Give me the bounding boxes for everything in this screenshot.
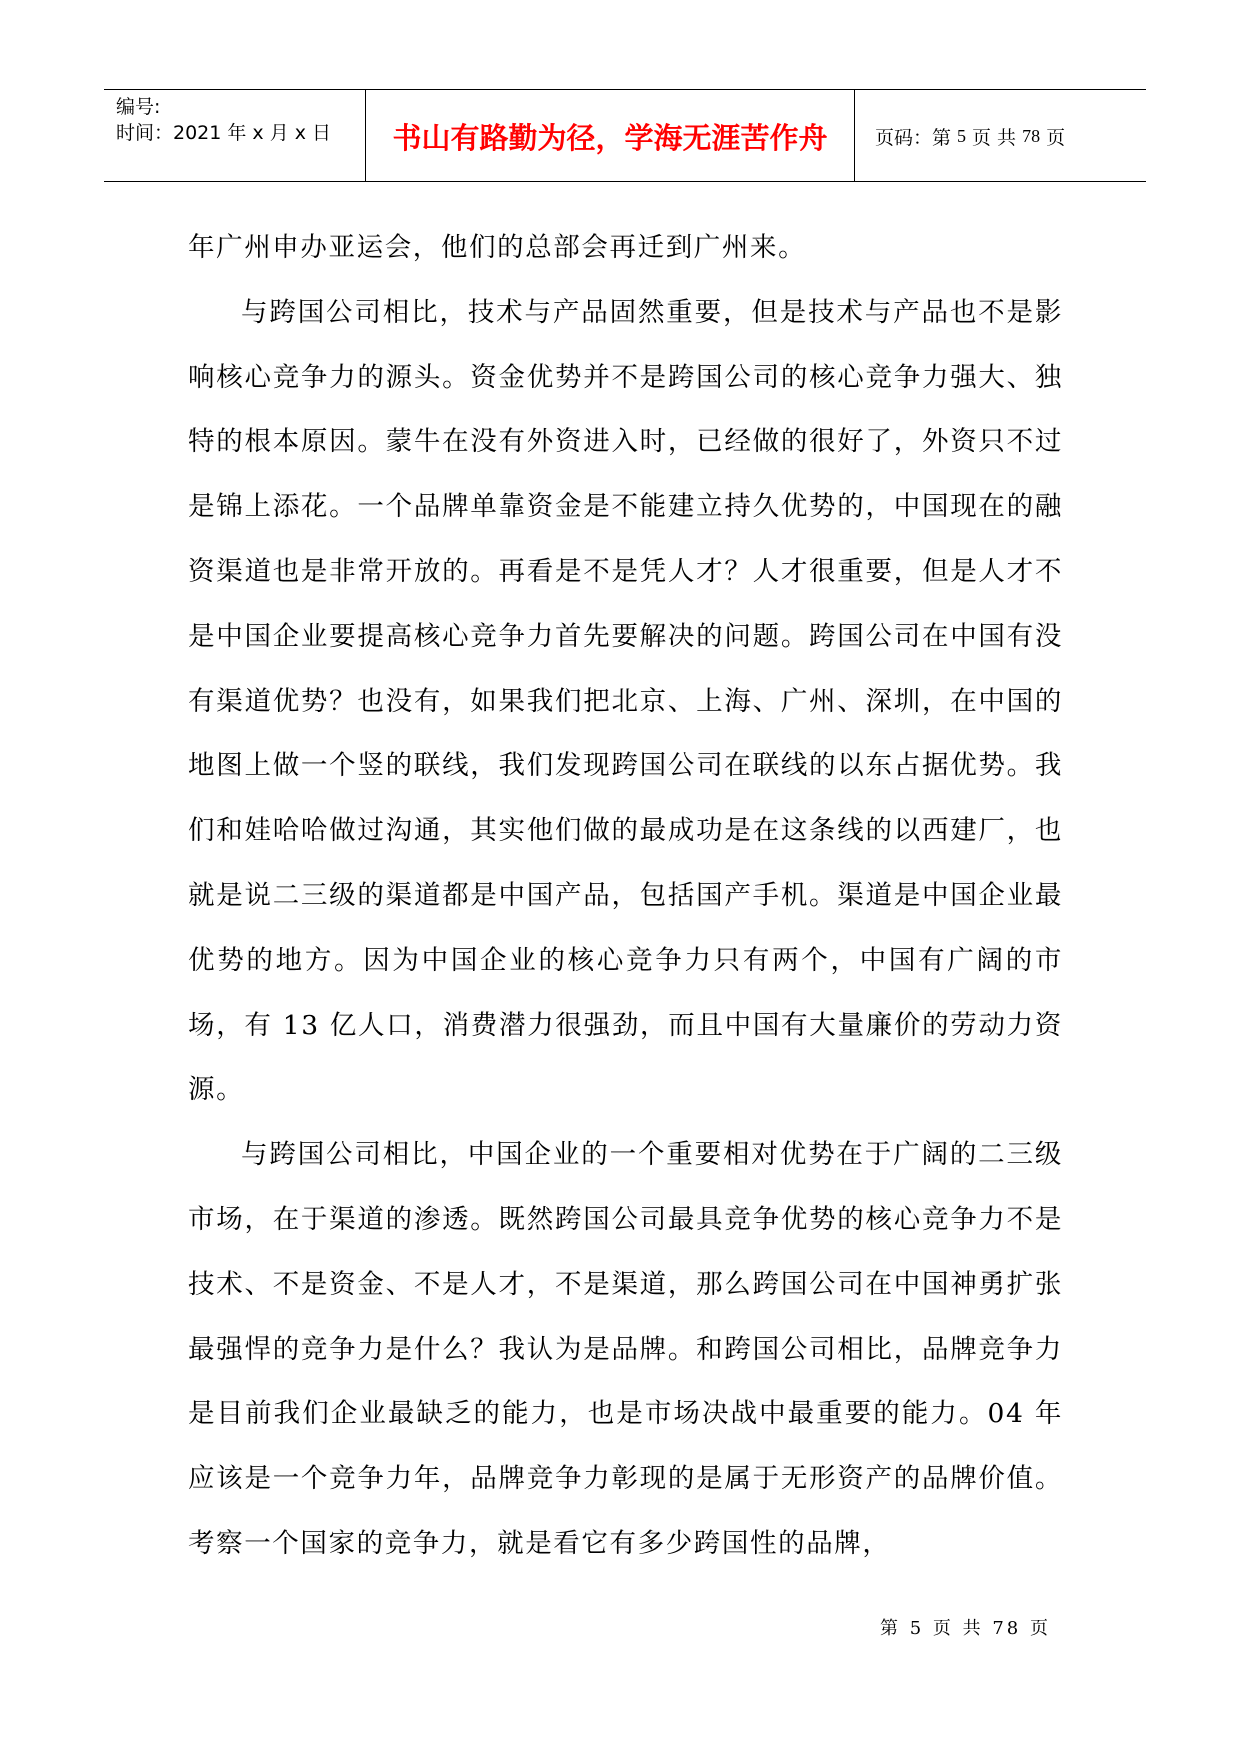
time-label: 时间：2021 年 x 月 x 日	[116, 122, 332, 144]
paragraph: 年广州申办亚运会，他们的总部会再迁到广州来。	[188, 232, 807, 263]
page-footer: 第 5 页 共 78 页	[880, 1618, 1051, 1639]
page-total: 78	[1022, 125, 1041, 146]
paragraph: 与跨国公司相比，中国企业的一个重要相对优势在于广阔的二三级市场，在于渠道的渗透。既然跨国公司最具竞争优势的核心竞争力不是技术、不是资金、不是人才，不是渠道，那么跨国公司在中国神勇扩张最强悍的竞争力是什么？我认为是品牌。和跨国公司相比，品牌竞争力是目前我们企业最缺乏的能力，也是市场决战中最重要的能力。04 年应该是一个竞争力年，品牌竞争力彰现的是属于无形资产的品牌价值。考察一个国家的竞争力，就是看它有多少跨国性的品牌，	[188, 1139, 1063, 1559]
header-motto: 书山有路勤为径，学海无涯苦作舟	[366, 90, 855, 182]
serial-label: 编号:	[116, 96, 161, 118]
body-text	[188, 216, 1063, 1577]
page-middle: 页 共	[972, 126, 1017, 149]
header-page-info	[855, 90, 1146, 182]
page-suffix: 页	[1046, 126, 1066, 149]
paragraph: 与跨国公司相比，技术与产品固然重要，但是技术与产品也不是影响核心竞争力的源头。资金优势并不是跨国公司的核心竞争力强大、独特的根本原因。蒙牛在没有外资进入时，已经做的很好了，外资只不过是锦上添花。一个品牌单靠资金是不能建立持久优势的，中国现在的融资渠道也是非常开放的。再看是不是凭人才？人才很重要，但是人才不是中国企业要提高核心竞争力首先要解决的问题。跨国公司在中国有没有渠道优势？也没有，如果我们把北京、上海、广州、深圳，在中国的地图上做一个竖的联线，我们发现跨国公司在联线的以东占据优势。我们和娃哈哈做过沟通，其实他们做的最成功是在这条线的以西建厂，也就是说二三级的渠道都是中国产品，包括国产手机。渠道是中国企业最优势的地方。因为中国企业的核心竞争力只有两个，中国有广阔的市场，有 13 亿人口，消费潜力很强劲，而且中国有大量廉价的劳动力资源。	[188, 296, 1063, 1106]
page-prefix: 页码：第	[875, 126, 952, 149]
header-meta	[104, 90, 366, 182]
page-current: 5	[957, 125, 967, 146]
page-header	[104, 89, 1146, 182]
